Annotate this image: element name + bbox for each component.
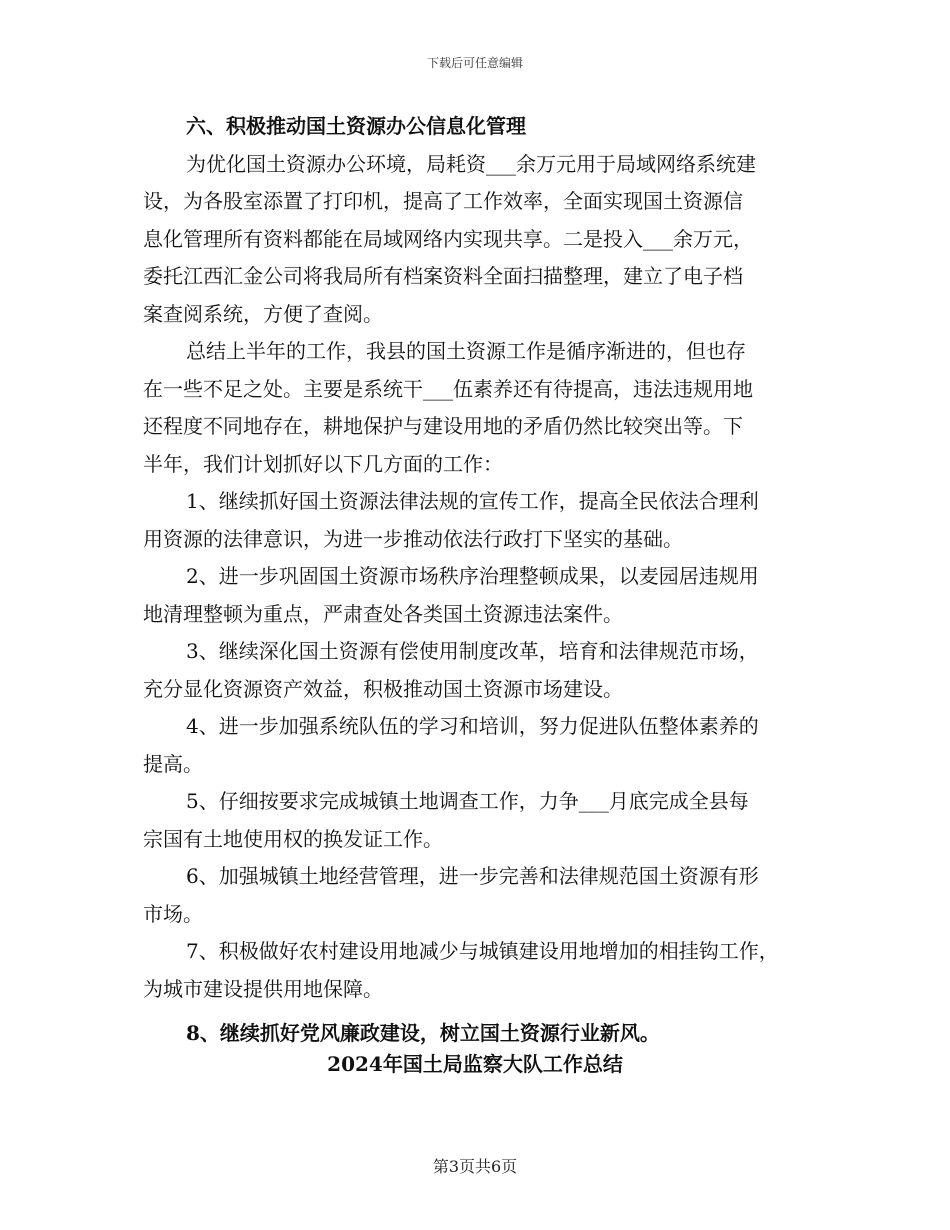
closing-item: 8、继续抓好党风廉政建设，树立国土资源行业新风。: [186, 1021, 660, 1045]
list-item: 7、积极做好农村建设用地减少与城镇建设用地增加的相挂钩工作，: [186, 939, 779, 963]
body-line: 在一些不足之处。主要是系统干___伍素养还有待提高，违法违规用地: [143, 376, 753, 401]
list-item: 3、继续深化国土资源有偿使用制度改革，培育和法律规范市场，: [186, 639, 759, 663]
header-note: 下载后可任意编辑: [426, 56, 523, 70]
body-line: 委托江西汇金公司将我局所有档案资料全面扫描整理，建立了电子档: [143, 264, 743, 288]
body-line: 半年，我们计划抓好以下几方面的工作：: [143, 451, 503, 476]
list-item-continuation: 用资源的法律意识，为进一步推动依法行政打下坚实的基础。: [143, 526, 683, 551]
list-item-continuation: 市场。: [143, 901, 203, 926]
body-line: 为优化国土资源办公环境，局耗资___余万元用于局域网络系统建: [186, 151, 756, 176]
list-item-continuation: 为城市建设提供用地保障。: [143, 976, 383, 1001]
list-item-continuation: 地清理整顿为重点，严肃查处各类国土资源违法案件。: [143, 601, 623, 626]
list-item-continuation: 宗国有土地使用权的换发证工作。: [143, 826, 443, 851]
section-heading: 六、积极推动国土资源办公信息化管理: [186, 114, 526, 138]
page-number: 第3页共6页: [432, 1157, 518, 1176]
body-line: 案查阅系统，方便了查阅。: [143, 301, 383, 326]
body-line: 总结上半年的工作，我县的国土资源工作是循序渐进的，但也存: [186, 339, 746, 363]
list-item: 2、进一步巩固国土资源市场秩序治理整顿成果，以麦园居违规用: [186, 564, 759, 588]
list-item-continuation: 充分显化资源资产效益，积极推动国土资源市场建设。: [143, 676, 623, 701]
list-item-continuation: 提高。: [143, 751, 203, 776]
document-title: 2024年国土局监察大队工作总结: [327, 1052, 623, 1076]
document-body: [143, 108, 815, 1053]
body-line: 息化管理所有资料都能在局域网络内实现共享。二是投入___余万元，: [143, 226, 753, 251]
list-item: 4、进一步加强系统队伍的学习和培训，努力促进队伍整体素养的: [186, 714, 759, 738]
list-item: 6、加强城镇土地经营管理，进一步完善和法律规范国土资源有形: [186, 864, 759, 888]
list-item: 1、继续抓好国土资源法律法规的宣传工作，提高全民依法合理利: [186, 489, 759, 513]
list-item: 5、仔细按要求完成城镇土地调查工作，力争___月底完成全县每: [186, 789, 749, 813]
body-line: 设，为各股室添置了打印机，提高了工作效率，全面实现国土资源信: [143, 189, 743, 213]
body-line: 还程度不同地存在，耕地保护与建设用地的矛盾仍然比较突出等。下: [143, 414, 743, 438]
